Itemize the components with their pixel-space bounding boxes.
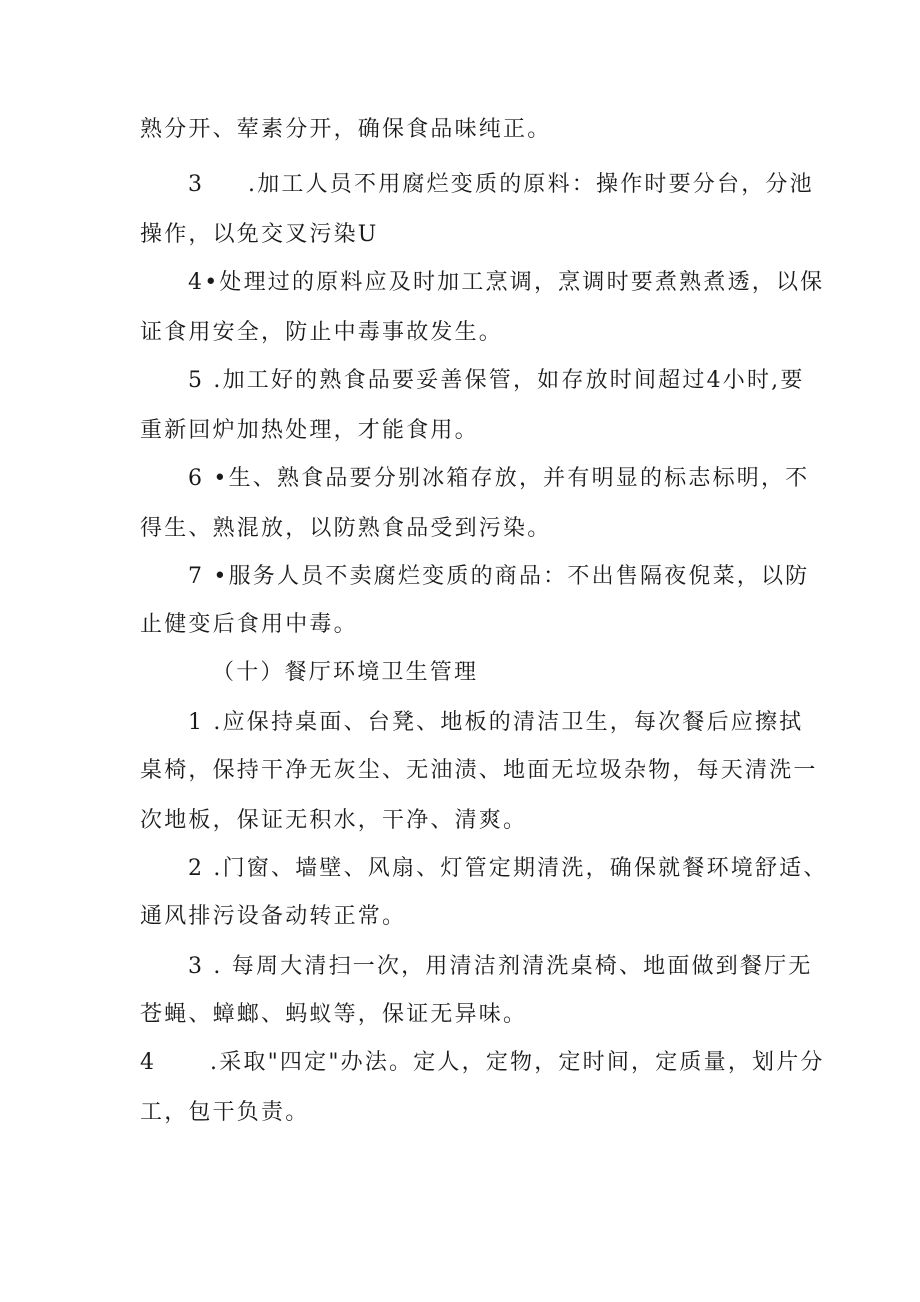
list-number: 3	[188, 172, 205, 197]
text-line: .加工人员不用腐烂变质的原料：操作时要分台，分池	[248, 172, 814, 197]
text-line: 通风排污设备动转正常。	[140, 904, 407, 929]
text-line: 证食用安全，防止中毒事故发生。	[140, 320, 504, 345]
text-line: 4•处理过的原料应及时加工烹调，烹调时要煮熟煮透，以保	[188, 270, 825, 295]
text-line: 操作，以免交叉污染U	[140, 222, 379, 247]
text-line: 2 .门窗、墙壁、风扇、灯管定期清洗，确保就餐环境舒适、	[188, 856, 828, 881]
text-line: 得生、熟混放，以防熟食品受到污染。	[140, 516, 552, 541]
text-line: 7 •服务人员不卖腐烂变质的商品：不出售隔夜倪菜，以防	[188, 564, 810, 589]
list-item-3	[188, 170, 814, 200]
text-line: 3 . 每周大清扫一次，用清洁剂清洗桌椅、地面做到餐厅无	[188, 954, 813, 979]
text-line: 重新回炉加热处理，才能食用。	[140, 418, 479, 443]
list-number: 4	[140, 1050, 157, 1075]
text-line: 工，包干负责。	[140, 1100, 310, 1125]
text-line: 桌椅，保持干净无灰尘、无油渍、地面无垃圾杂物，每天清洗一	[140, 758, 818, 783]
text-line: 苍蝇、蟑螂、蚂蚁等，保证无异味。	[140, 1002, 528, 1027]
text-line: 止健变后食用中毒。	[140, 612, 358, 637]
list-item-4	[140, 1048, 825, 1078]
section-heading: （十）餐厅环境卫生管理	[212, 660, 479, 685]
text-line: 6 •生、熟食品要分别冰箱存放，并有明显的标志标明，不	[188, 466, 810, 491]
text-line: .采取"四定"办法。定人，定物，定时间，定质量，划片分	[210, 1050, 825, 1075]
text-line: 次地板，保证无积水，干净、清爽。	[140, 808, 528, 833]
text-line: 5 .加工好的熟食品要妥善保管，如存放时间超过4小时,要	[188, 368, 805, 393]
text-line: 1 .应保持桌面、台凳、地板的清洁卫生，每次餐后应擦拭	[188, 710, 804, 735]
text-line: 熟分开、荤素分开，确保食品味纯正。	[140, 117, 552, 142]
